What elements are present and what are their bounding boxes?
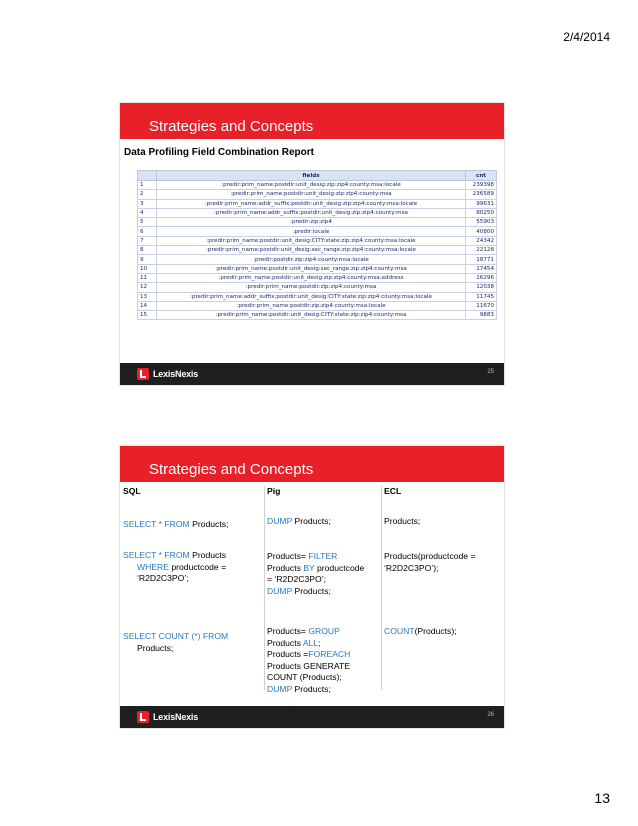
row-index: 1 xyxy=(138,181,157,190)
row-index: 10 xyxy=(138,264,157,273)
row-fields: :predir:prim_name:postdir:unit_desig:sec_range:zip:zip4:county:msa xyxy=(157,264,466,273)
keyword: ALL xyxy=(302,637,319,648)
code-text: Products = xyxy=(267,649,309,659)
row-index: 6 xyxy=(138,227,157,236)
code-text: productcode = xyxy=(169,561,227,572)
keyword: SELECT COUNT (*) FROM xyxy=(123,631,229,641)
page-number: 13 xyxy=(594,790,610,806)
row-fields: :predir:zip:zip4 xyxy=(157,218,466,227)
code-text: Products; xyxy=(292,516,331,526)
keyword: GROUP xyxy=(308,626,340,636)
row-index: 8 xyxy=(138,246,157,255)
code-text: Products; xyxy=(292,683,331,694)
sql-filter-block xyxy=(123,550,226,585)
slide-26 xyxy=(120,446,504,728)
row-fields: :predir:prim_name:addr_suffix:postdir:unit_desig:zip:zip4:county:msa:locale xyxy=(157,199,466,208)
row-index: 5 xyxy=(138,218,157,227)
keyword: SELECT * FROM xyxy=(123,519,190,529)
table-row xyxy=(138,301,497,310)
code-text: = ‘R2D2C3PO’; xyxy=(267,574,326,584)
sql-column xyxy=(123,486,263,653)
code-text: Products= xyxy=(267,551,309,561)
column-divider xyxy=(381,486,382,690)
table-header-row xyxy=(138,171,497,181)
code-text: ‘R2D2C3PO’); xyxy=(384,562,439,573)
row-fields: :predir:locale xyxy=(157,227,466,236)
row-index: 13 xyxy=(138,292,157,301)
row-fields: :predir:prim_name:postdir:unit_desig:CITY:state:zip:zip4:county:msa:locale xyxy=(157,236,466,245)
row-fields: :predir:prim_name:postdir:unit_desig:zip:zip4:county:msa:locale xyxy=(157,181,466,190)
table-row xyxy=(138,311,497,320)
report-title: Data Profiling Field Combination Report xyxy=(124,147,314,158)
table-row xyxy=(138,283,497,292)
slide-footer xyxy=(120,706,504,728)
code-text: Products GENERATE xyxy=(267,660,350,671)
row-index: 4 xyxy=(138,208,157,217)
keyword: DUMP xyxy=(267,683,293,694)
row-count: 236589 xyxy=(466,190,497,199)
keyword: DUMP xyxy=(267,516,293,526)
code-text: Products; xyxy=(189,519,229,529)
keyword: DUMP xyxy=(267,585,293,596)
row-count: 99631 xyxy=(466,199,497,208)
field-combination-table xyxy=(137,170,497,320)
table-row xyxy=(138,218,497,227)
row-count: 55903 xyxy=(466,218,497,227)
slide-title: Strategies and Concepts xyxy=(149,461,314,478)
ecl-output-block xyxy=(384,516,420,528)
row-index: 15 xyxy=(138,311,157,320)
row-fields: :predir:prim_name:addr_suffix:postdir:unit_desig:zip:zip4:county:msa xyxy=(157,208,466,217)
logo-text: LexisNexis xyxy=(153,369,199,379)
header-cnt: cnt xyxy=(466,171,497,181)
row-count: 18771 xyxy=(466,255,497,264)
slide-number: 26 xyxy=(487,712,494,718)
lexisnexis-logo xyxy=(137,710,198,724)
keyword: BY xyxy=(303,562,315,573)
header-fields: fields xyxy=(157,171,466,181)
row-fields: :predir:prim_name:postdir:unit_desig:CITY:state:zip:zip4:county:msa xyxy=(157,311,466,320)
table-row xyxy=(138,255,497,264)
row-index: 11 xyxy=(138,273,157,282)
keyword: FILTER xyxy=(308,551,338,561)
lexisnexis-logo xyxy=(137,367,198,381)
table-row xyxy=(138,227,497,236)
keyword: FOREACH xyxy=(308,649,351,659)
code-text: Products; xyxy=(384,516,421,526)
code-text: Products xyxy=(267,562,304,573)
row-count: 12038 xyxy=(466,283,497,292)
keyword: COUNT xyxy=(384,626,415,636)
code-text: Products; xyxy=(292,585,331,596)
ecl-count-block xyxy=(384,626,457,638)
ecl-header: ECL xyxy=(384,486,402,496)
sql-count-block xyxy=(123,631,228,654)
row-index: 12 xyxy=(138,283,157,292)
code-text: Products xyxy=(189,550,227,560)
row-index: 7 xyxy=(138,236,157,245)
pig-column xyxy=(267,486,379,694)
row-count: 40800 xyxy=(466,227,497,236)
row-fields: :predir:prim_name:postdir:unit_desig:sec_range:zip:zip4:county:msa:locale xyxy=(157,246,466,255)
pig-header: Pig xyxy=(267,486,281,496)
table-body xyxy=(138,181,497,320)
row-count: 239398 xyxy=(466,181,497,190)
row-fields: :predir:prim_name:postdir:unit_desig:zip:zip4:county:msa xyxy=(157,190,466,199)
table-row xyxy=(138,208,497,217)
keyword: SELECT * FROM xyxy=(123,550,190,560)
header-index xyxy=(138,171,157,181)
table-row xyxy=(138,181,497,190)
row-count: 24342 xyxy=(466,236,497,245)
slide-25 xyxy=(120,103,504,385)
slide-header xyxy=(120,103,504,139)
row-fields: :predir:prim_name:postdir:zip:zip4:county:msa xyxy=(157,283,466,292)
row-index: 14 xyxy=(138,301,157,310)
code-text: Products= xyxy=(267,626,309,636)
row-fields: :predir:prim_name:postdir:unit_desig:zip:zip4:county:msa:address xyxy=(157,273,466,282)
logo-text: LexisNexis xyxy=(153,712,199,722)
row-count: 9883 xyxy=(466,311,497,320)
code-text: ‘R2D2C3PO’; xyxy=(137,573,189,583)
code-text: ; xyxy=(318,637,321,648)
table-row xyxy=(138,190,497,199)
keyword: WHERE xyxy=(137,561,169,572)
slide-footer xyxy=(120,363,504,385)
row-count: 22128 xyxy=(466,246,497,255)
table-row xyxy=(138,246,497,255)
logo-mark-icon xyxy=(137,368,149,380)
slide-header xyxy=(120,446,504,482)
slide-title: Strategies and Concepts xyxy=(149,118,314,135)
row-index: 9 xyxy=(138,255,157,264)
pig-dump-block xyxy=(267,516,331,528)
code-text: (Products); xyxy=(414,626,457,636)
row-count: 17454 xyxy=(466,264,497,273)
code-text: Products xyxy=(267,637,303,648)
code-text: COUNT (Products); xyxy=(267,672,342,682)
pig-filter-block xyxy=(267,551,364,597)
row-fields: :predir:prim_name:postdir:zip:zip4:county:msa:locale xyxy=(157,301,466,310)
code-text: productcode xyxy=(314,562,365,573)
sql-header: SQL xyxy=(123,486,141,496)
sql-select-block xyxy=(123,519,228,531)
ecl-filter-block xyxy=(384,551,475,574)
column-divider xyxy=(264,486,265,690)
slide-number: 25 xyxy=(487,369,494,375)
table-row xyxy=(138,236,497,245)
row-fields: :predir:prim_name:addr_suffix:postdir:unit_desig:CITY:state:zip:zip4:county:msa:locale xyxy=(157,292,466,301)
code-text: Products; xyxy=(137,642,174,653)
table-row xyxy=(138,264,497,273)
row-fields: :predir:postdir:zip:zip4:county:msa:locale xyxy=(157,255,466,264)
pig-count-block xyxy=(267,626,350,695)
ecl-column xyxy=(384,486,498,636)
code-text: Products(productcode = xyxy=(384,551,476,561)
table-row xyxy=(138,273,497,282)
row-count: 16296 xyxy=(466,273,497,282)
logo-mark-icon xyxy=(137,711,149,723)
row-index: 3 xyxy=(138,199,157,208)
row-count: 11670 xyxy=(466,301,497,310)
table-row xyxy=(138,292,497,301)
row-count: 11745 xyxy=(466,292,497,301)
row-count: 80250 xyxy=(466,208,497,217)
row-index: 2 xyxy=(138,190,157,199)
page-date: 2/4/2014 xyxy=(563,30,610,44)
table-row xyxy=(138,199,497,208)
